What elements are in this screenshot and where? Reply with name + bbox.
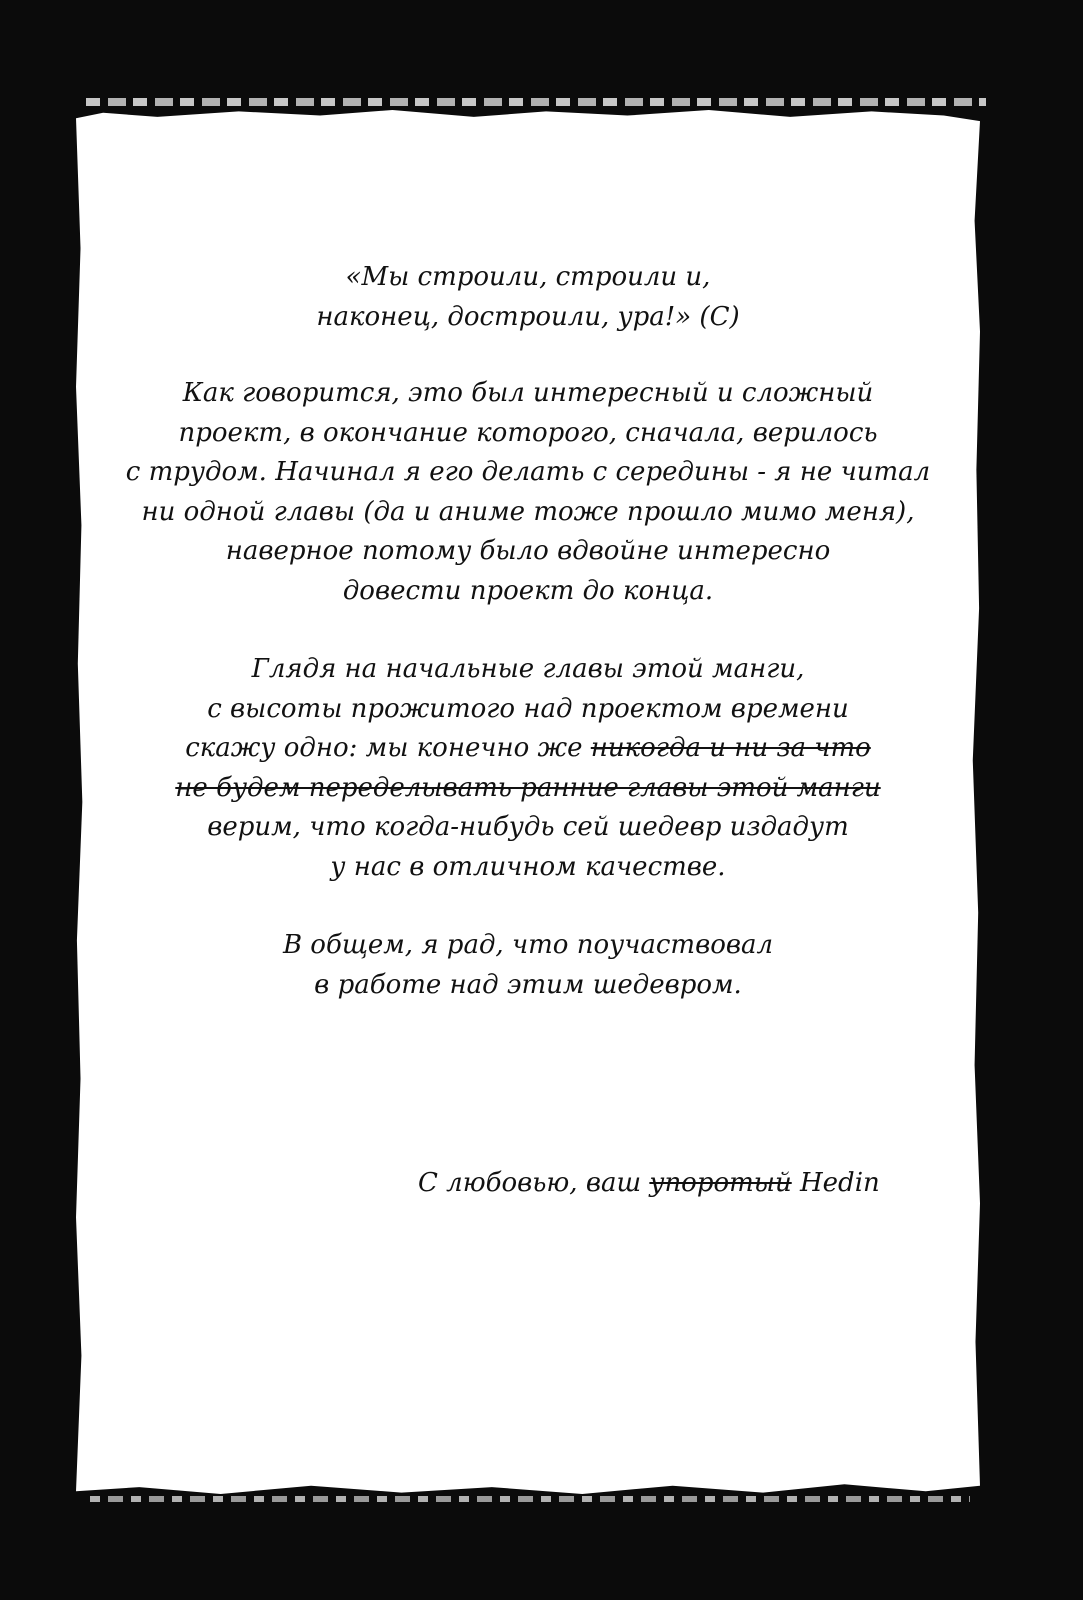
signature [418,1168,880,1198]
strikethrough-text: упоротый [649,1168,792,1198]
torn-edge-bottom [90,1496,970,1502]
strikethrough-text: никогда и ни за что [590,733,871,763]
text-line: с трудом. Начинал я его делать с середины - я не читал [125,457,931,487]
text-line: наконец, достроили, ура!» (С) [316,301,740,332]
text-line: с высоты прожитого над проектом времени [207,693,849,724]
text-segment: скажу одно: мы конечно же [185,733,591,763]
project-paragraph [76,374,980,611]
text-line: Глядя на начальные главы этой манги, [251,654,805,684]
text-line [76,729,980,769]
text-line: ни одной главы (да и аниме тоже прошло мимо меня), [141,496,915,527]
text-line: довести проект до конца. [342,575,714,606]
text-line: верим, что когда-нибудь сей шедевр издадут [207,812,849,842]
text-line: проект, в окончание которого, сначала, верилось [178,417,878,448]
text-line: наверное потому было вдвойне интересно [225,536,831,566]
strikethrough-text: не будем переделывать ранние главы этой манги [175,772,881,803]
text-line: у нас в отличном качестве. [330,851,726,882]
signature-prefix: С любовью, ваш [418,1168,650,1198]
closing-paragraph [76,926,980,1005]
reflection-paragraph [76,650,980,887]
text-line: В общем, я рад, что поучаствовал [282,930,774,960]
text-line: «Мы строили, строили и, [345,262,711,292]
torn-edge-top [86,98,986,106]
quote-paragraph [76,258,980,337]
text-line: Как говорится, это был интересный и сложный [182,378,874,408]
signature-name: Hedin [791,1168,880,1198]
text-line: в работе над этим шедевром. [314,969,742,1000]
